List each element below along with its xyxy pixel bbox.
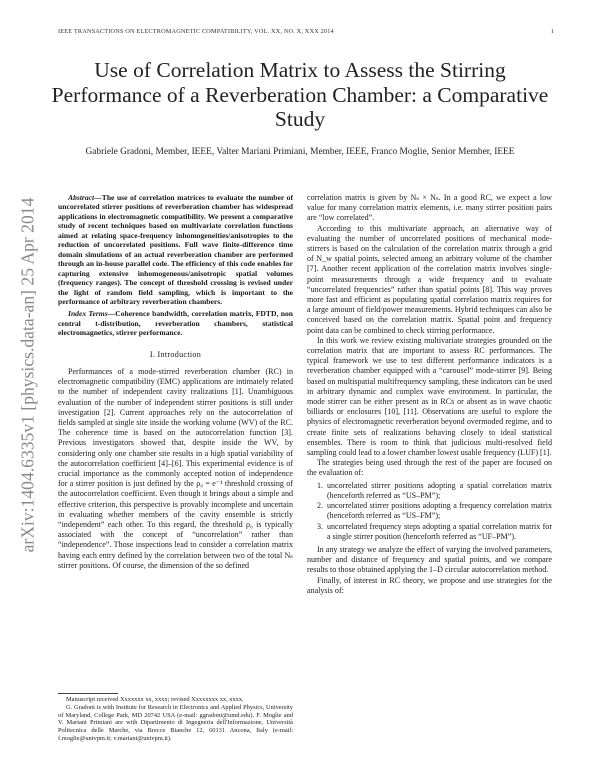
page-number: 1 <box>550 28 554 35</box>
abstract-label: Abstract <box>68 193 95 202</box>
strategy-list <box>307 481 552 542</box>
footnote <box>58 696 293 743</box>
paper-title: Use of Correlation Matrix to Assess the Stirring Performance of a Reverberation Chamber: a Comparative Study <box>51 58 549 131</box>
footnote-text: G. Gradoni is with Institute for Research in Electronics and Applied Physics, University of Maryland, College Park, MD 20742 USA (e-mail: ggradoni@umd.edu). F. Moglie and V. Mariani Primiani are with Dipartimento di Ingegneria dell'Informazione, Università Politecnica delle Marche, via Brecce Bianche 12, 60131 Ancona, Italy (e-mail: f.moglie@univpm.it; v.mariani@univpm.it). <box>58 703 293 742</box>
paragraph: Finally, of interest in RC theory, we propose and use strategies for the analysis of: <box>307 575 552 595</box>
running-header <box>58 28 554 35</box>
index-terms <box>58 309 293 337</box>
footnote-text: Manuscript received Xxxxxxx xx, xxxx; revised Xxxxxxxx xx, xxxx. <box>66 696 244 703</box>
left-column <box>58 193 293 571</box>
paragraph: According to this multivariate approach, an alternative way of evaluating the number of uncorrelated positions of mechanical mode-stirrers is based on the calculation of the correlation matrix through a grid of N_w spatial points, selected among an arbitrary volume of the chamber [7]. Another recent application of the correlation matrix involves single-point measurements through a wide frequency and to evaluate “uncorrelated frequencies” rather than spatial points [8]. This way proves more fast and efficient as populating spatial correlation matrix requires for a large amount of field/power measurements. Hybrid techniques can also be conceived based on the correlation matrix. Spatial point and frequency point data can be combined to check stirring performance. <box>307 223 552 335</box>
abstract-text: —The use of correlation matrices to evaluate the number of uncorrelated stirrer positions of reverberation chamber has widespread applications in electromagnetic compatibility. We present a comparative study of recent techniques based on multivariate correlation functions aimed at relating space-frequency inhomogeneities/anisotropies to the reduction of uncorrelated positions. Full wave finite-difference time domain simulations of an actual reverberation chamber are performed through an in-house parallel code. The efficiency of this code enables for capturing extensive inhomogeneous/anisotropic spatial volumes (frequency ranges). The concept of threshold crossing is revised under the light of random field sampling, which is important to the performance of arbitrary reverberation chambers. <box>58 193 293 306</box>
paragraph: In any strategy we analyze the effect of varying the involved parameters, number and distance of frequency and spatial points, and we compare results to those obtained applying the 1–D circular autocorrelation method. <box>307 544 552 575</box>
paragraph: In this work we review existing multivariate strategies grounded on the correlation matrix that are important to assess RC performances. The typical framework we use to test different performance indicators is a reverberation chamber equipped with a “carousel” mode-stirrer [9]. Being based on multispatial multifrequency sampling, these indicators can be used in arbitrary dynamic and complex wave environment. In particular, the mode stirrer can be either present as in RCs or absent as in wave chaotic billiards or enclosures [10], [11]. Observations are useful to explore the physics of electromagnetic reverberation beyond overmoded regime, and to create finite sets of realizations behaving closely to ideal statistical ensembles. There is room to think that judicious multi-resolved field sampling could lead to a lower chamber lowest usable frequency (LUF) [1]. <box>307 335 552 458</box>
abstract <box>58 193 293 306</box>
intro-paragraph: Performances of a mode-stirred reverberation chamber (RC) in electromagnetic compatibility (EMC) applications are intimately related to the number of independent cavity realizations [1]. Unambiguous evaluation of the number of independent stirrer positions is still under investigation [2]. Current approaches rely on the autocorrelation of fields sampled at single site inside the working volume (WV) of the RC. The coherence time is based on the autocorrelation function [3]. Previous investigators showed that, despite inside the WV, by considering only one chamber site results in a high spatial variability of the autocorrelation coefficient [4]–[6]. This experimental evidence is of crucial importance as the commonly accepted notion of independence for a stirrer position is just defined by the ρ₀ = e⁻¹ threshold crossing of the autocorrelation coefficient. Even though it brings about a simple and effective criterion, this perspective is provably incomplete and uncertain in evaluating whether members of the cavity ensemble is strictly “independent” each other. To this regard, the threshold ρ₀ is typically associated with the concept of “uncorrelation” rather than “independence”. Those inspections lead to consider a correlation matrix having each entry defined by the correlation between two of the total Nₛ stirrer positions. Of course, the dimension of the so defined <box>58 367 293 570</box>
section-heading: I. Introduction <box>149 349 202 359</box>
right-column <box>307 193 552 596</box>
author-list: Gabriele Gradoni, Member, IEEE, Valter Mariani Primiani, Member, IEEE, Franco Moglie, Senior Member, IEEE <box>85 147 515 157</box>
arxiv-stamp <box>16 155 40 595</box>
list-item: 3. uncorrelated frequency steps adopting a spatial correlation matrix for a single stirrer position (henceforth referred as “UF–PM”). <box>325 522 552 542</box>
index-terms-text: —Coherence bandwidth, correlation matrix, FDTD, non central t-distribution, reverberation chambers, statistical electromagnetics, stirrer performance. <box>58 309 294 338</box>
journal-name: IEEE TRANSACTIONS ON ELECTROMAGNETIC COMPATIBILITY, VOL. XX, NO. X, XXX 2014 <box>58 28 334 35</box>
paragraph: The strategies being used through the rest of the paper are focused on the evaluation of: <box>307 458 552 478</box>
list-item: 2. uncorrelated stirrer positions adopting a frequency correlation matrix (henceforth referred as “US–FM”); <box>325 501 552 521</box>
list-item: 1. uncorrelated stirrer positions adopting a spatial correlation matrix (henceforth referred as “US–PM”); <box>325 481 552 501</box>
footnote-rule <box>58 693 118 694</box>
paragraph: correlation matrix is given by Nₛ × Nₛ. In a good RC, we expect a low value for many correlation matrix elements, i.e. many stirrer position pairs are “low correlated”. <box>307 193 552 223</box>
index-terms-label: Index Terms <box>68 309 108 319</box>
arxiv-id: arXiv:1404.6335v1 [physics.data-an] 25 Apr 2014 <box>17 197 38 553</box>
